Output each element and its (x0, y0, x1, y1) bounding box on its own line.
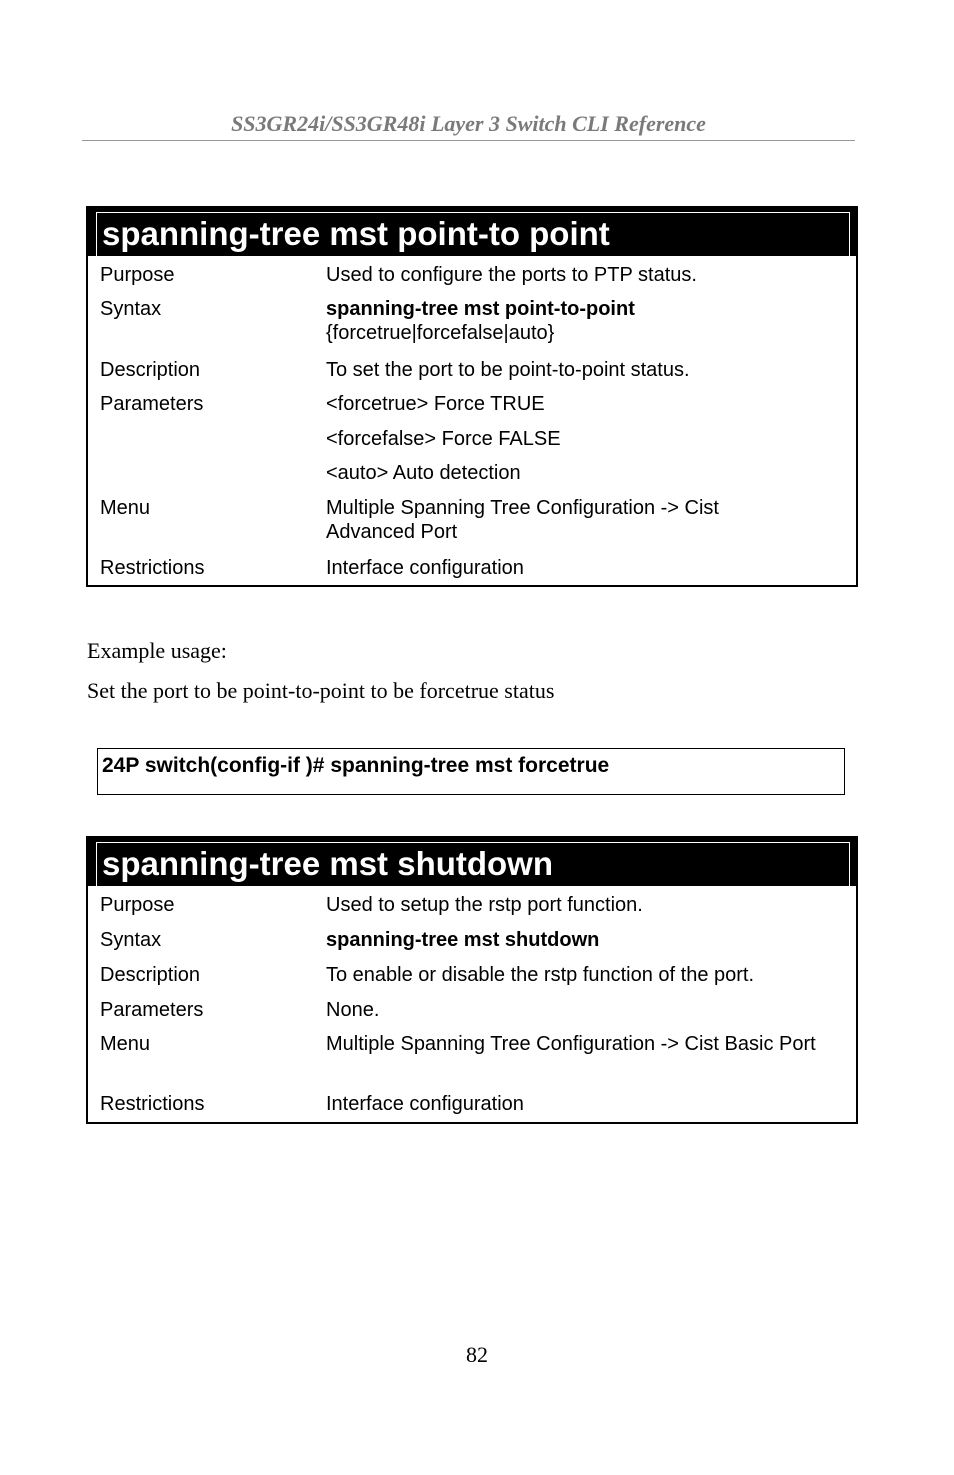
page-header: SS3GR24i/SS3GR48i Layer 3 Switch CLI Reference (82, 111, 855, 141)
command-table-point-to-point (86, 206, 858, 587)
command-title-bar (88, 206, 856, 256)
syntax-arguments: {forcetrue|forcefalse|auto} (326, 322, 555, 344)
row-key: Parameters (100, 393, 204, 415)
syntax-command: spanning-tree mst shutdown (326, 929, 600, 951)
row-key: Description (100, 359, 201, 381)
command-table-shutdown (86, 836, 858, 1124)
row-key: Restrictions (100, 1093, 205, 1115)
row-value: Used to setup the rstp port function. (326, 894, 643, 916)
example-code: 24P switch(config-if )# spanning-tree mst forcetrue (102, 754, 610, 777)
row-value: Interface configuration (326, 557, 524, 579)
row-key: Purpose (100, 894, 175, 916)
row-value: To set the port to be point-to-point status. (326, 359, 690, 381)
row-key: Purpose (100, 264, 175, 286)
row-value (326, 297, 846, 345)
row-key: Description (100, 964, 201, 986)
example-description: Set the port to be point-to-point to be forcetrue status (87, 678, 555, 703)
row-value: <forcefalse> Force FALSE (326, 428, 561, 450)
row-value: To enable or disable the rstp function of the port. (326, 964, 755, 986)
example-code-box (97, 748, 845, 795)
row-key: Menu (100, 1033, 151, 1055)
row-key: Syntax (100, 929, 162, 951)
row-value: Interface configuration (326, 1093, 524, 1115)
row-value: <auto> Auto detection (326, 462, 521, 484)
row-key: Restrictions (100, 557, 205, 579)
row-value: None. (326, 999, 380, 1021)
row-value: <forcetrue> Force TRUE (326, 393, 545, 415)
row-key: Menu (100, 497, 151, 519)
command-title: spanning-tree mst shutdown (102, 845, 554, 882)
row-key: Parameters (100, 999, 204, 1021)
page-number: 82 (466, 1342, 488, 1367)
example-label: Example usage: (87, 638, 227, 663)
row-value: Multiple Spanning Tree Configuration -> Cist Advanced Port (326, 497, 719, 543)
row-key: Syntax (100, 298, 162, 320)
command-title-bar (88, 836, 856, 886)
syntax-command: spanning-tree mst point-to-point (326, 298, 635, 320)
row-value: Multiple Spanning Tree Configuration -> Cist Basic Port (326, 1033, 816, 1055)
command-title: spanning-tree mst point-to point (102, 215, 610, 252)
row-value: Used to configure the ports to PTP status. (326, 264, 697, 286)
